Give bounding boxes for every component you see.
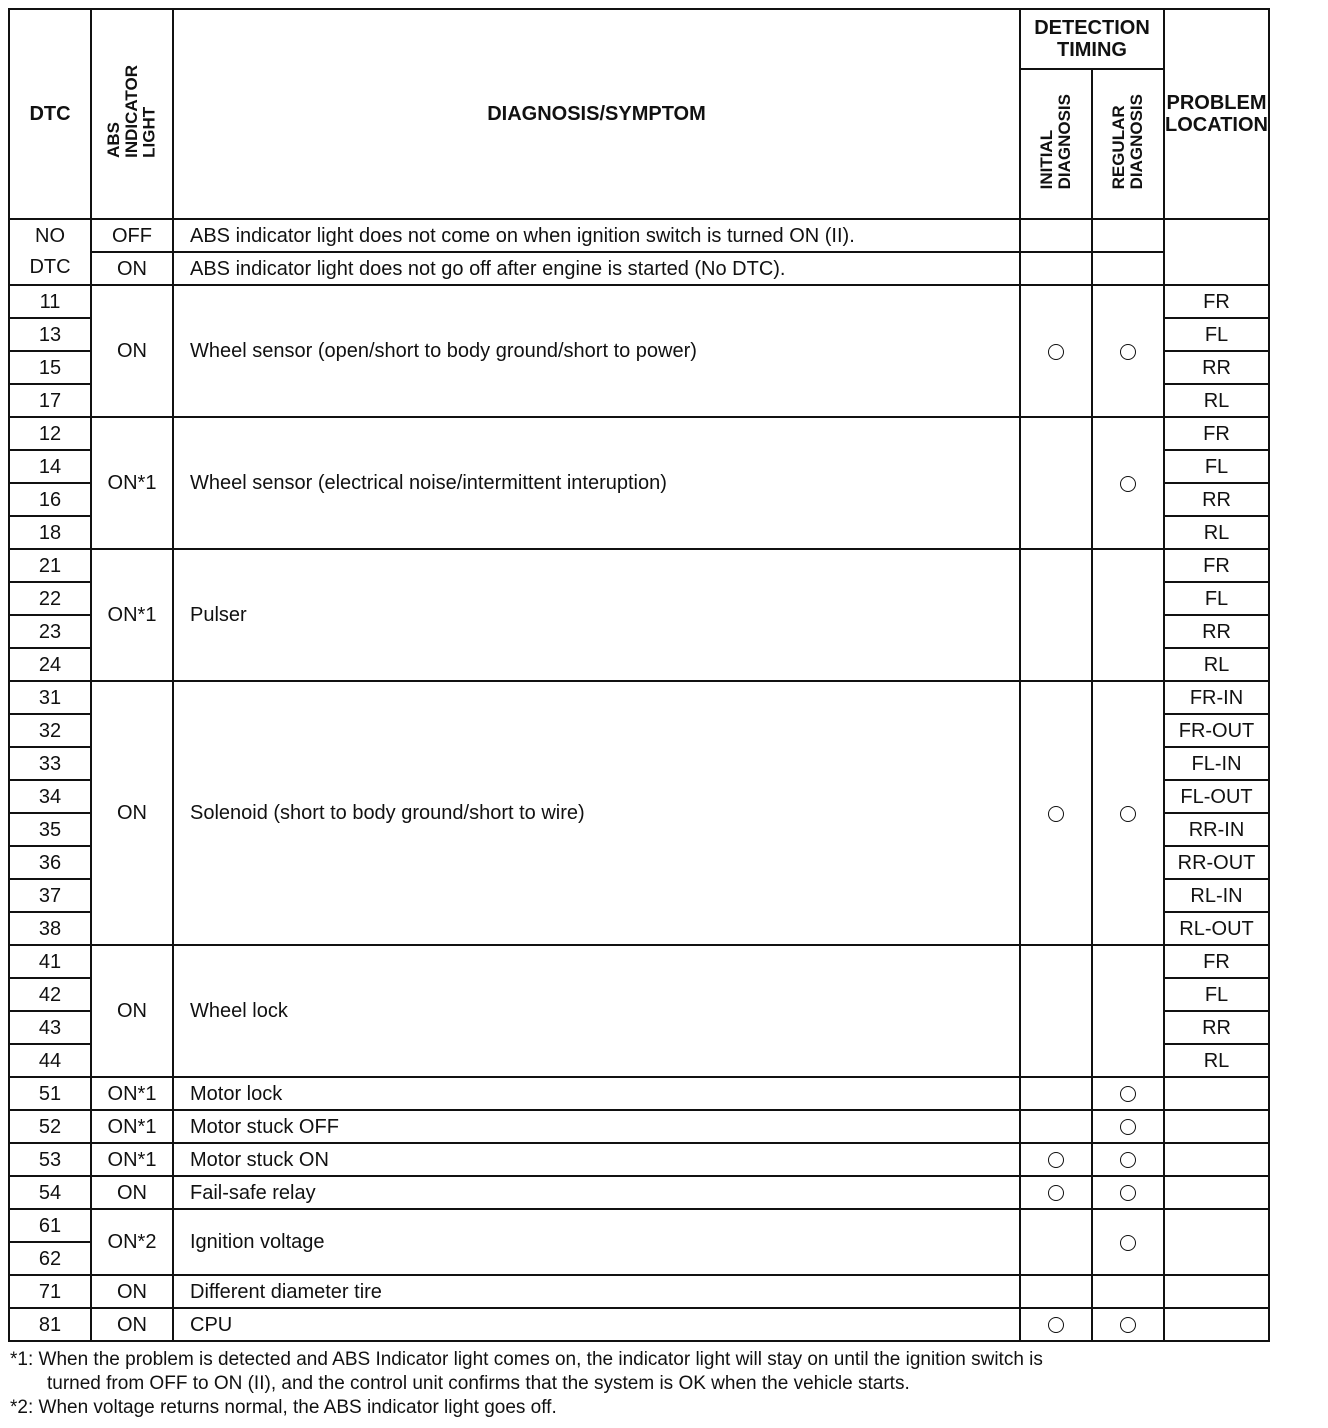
dtc-code-cell: 33 — [9, 747, 91, 780]
detection-mark — [1120, 1235, 1136, 1251]
footnote-1-line-2: turned from OFF to ON (II), and the control unit confirms that the system is OK when the vehicle starts. — [47, 1373, 910, 1394]
indicator-cell: ON — [91, 681, 173, 945]
dtc-code-cell: 12 — [9, 417, 91, 450]
footnote-2: *2: When voltage returns normal, the ABS indicator light goes off. — [10, 1397, 557, 1418]
regular-diagnosis-cell — [1092, 1209, 1164, 1275]
indicator-cell: ON*1 — [91, 1077, 173, 1110]
problem-location-cell: RL — [1164, 516, 1269, 549]
diagnosis-cell: CPU — [173, 1308, 1020, 1341]
header-indicator — [91, 9, 173, 219]
problem-location-cell: FR — [1164, 549, 1269, 582]
dtc-table — [8, 8, 1270, 1342]
problem-location-cell — [1164, 1308, 1269, 1341]
initial-diagnosis-cell — [1020, 1308, 1092, 1341]
dtc-code-cell: 54 — [9, 1176, 91, 1209]
dtc-code-cell: 37 — [9, 879, 91, 912]
header-initial — [1020, 69, 1092, 219]
regular-diagnosis-cell — [1092, 1077, 1164, 1110]
problem-location-cell: RL-IN — [1164, 879, 1269, 912]
dtc-code-cell: 52 — [9, 1110, 91, 1143]
diagnosis-cell: Ignition voltage — [173, 1209, 1020, 1275]
detection-mark — [1048, 1317, 1064, 1333]
detection-mark — [1048, 344, 1064, 360]
diagnosis-cell: ABS indicator light does not go off after engine is started (No DTC). — [173, 252, 1020, 285]
dtc-code-cell: 43 — [9, 1011, 91, 1044]
dtc-code-cell: 38 — [9, 912, 91, 945]
header-problem-location: PROBLEM LOCATION — [1164, 9, 1269, 219]
indicator-cell: ON — [91, 1275, 173, 1308]
table-row — [9, 945, 1269, 978]
regular-diagnosis-cell — [1092, 1110, 1164, 1143]
initial-diagnosis-cell — [1020, 1275, 1092, 1308]
dtc-code-cell: 71 — [9, 1275, 91, 1308]
indicator-cell: ON — [91, 285, 173, 417]
table-row — [9, 1209, 1269, 1242]
detection-mark — [1120, 476, 1136, 492]
detection-mark — [1048, 1185, 1064, 1201]
detection-mark — [1120, 1086, 1136, 1102]
table-row — [9, 1176, 1269, 1209]
problem-location-cell — [1164, 1077, 1269, 1110]
dtc-code-cell: 15 — [9, 351, 91, 384]
dtc-code-cell: 17 — [9, 384, 91, 417]
indicator-cell: ON*1 — [91, 1110, 173, 1143]
regular-diagnosis-cell — [1092, 252, 1164, 285]
problem-location-cell: RR — [1164, 615, 1269, 648]
initial-diagnosis-cell — [1020, 549, 1092, 681]
no-dtc-label-1: NO — [35, 225, 65, 247]
header-indicator-text: ABS INDICATOR LIGHT — [104, 65, 159, 158]
dtc-code-cell: 34 — [9, 780, 91, 813]
dtc-code-cell: 14 — [9, 450, 91, 483]
indicator-cell: ON*1 — [91, 417, 173, 549]
regular-diagnosis-cell — [1092, 285, 1164, 417]
detection-mark — [1120, 1152, 1136, 1168]
problem-location-cell: FR — [1164, 945, 1269, 978]
initial-diagnosis-cell — [1020, 1077, 1092, 1110]
dtc-code-cell: 44 — [9, 1044, 91, 1077]
diagnosis-cell: Solenoid (short to body ground/short to wire) — [173, 681, 1020, 945]
no-dtc-cell — [9, 219, 91, 285]
header-dtc: DTC — [9, 9, 91, 219]
problem-location-cell — [1164, 219, 1269, 285]
table-row — [9, 252, 1269, 285]
problem-location-cell — [1164, 1143, 1269, 1176]
header-initial-text: INITIAL DIAGNOSIS — [1037, 93, 1074, 190]
regular-diagnosis-cell — [1092, 1143, 1164, 1176]
problem-location-cell: FL — [1164, 450, 1269, 483]
header-detection-timing: DETECTION TIMING — [1020, 9, 1164, 69]
regular-diagnosis-cell — [1092, 549, 1164, 681]
problem-location-cell: FR-OUT — [1164, 714, 1269, 747]
header-diagnosis: DIAGNOSIS/SYMPTOM — [173, 9, 1020, 219]
regular-diagnosis-cell — [1092, 1176, 1164, 1209]
problem-location-cell — [1164, 1275, 1269, 1308]
indicator-cell: ON*1 — [91, 549, 173, 681]
problem-location-cell: FL — [1164, 318, 1269, 351]
footnote-1-line-1: *1: When the problem is detected and ABS Indicator light comes on, the indicator light will stay on until the ignition switch is — [10, 1349, 1043, 1370]
problem-location-cell: FR-IN — [1164, 681, 1269, 714]
initial-diagnosis-cell — [1020, 1143, 1092, 1176]
dtc-code-cell: 21 — [9, 549, 91, 582]
dtc-code-cell: 42 — [9, 978, 91, 1011]
initial-diagnosis-cell — [1020, 1209, 1092, 1275]
problem-location-cell: RR — [1164, 483, 1269, 516]
dtc-code-cell: 13 — [9, 318, 91, 351]
initial-diagnosis-cell — [1020, 285, 1092, 417]
detection-mark — [1120, 806, 1136, 822]
indicator-cell: ON — [91, 1308, 173, 1341]
indicator-cell: ON — [91, 1176, 173, 1209]
initial-diagnosis-cell — [1020, 252, 1092, 285]
dtc-code-cell: 22 — [9, 582, 91, 615]
table-row — [9, 219, 1269, 252]
detection-mark — [1120, 344, 1136, 360]
detection-mark — [1048, 1152, 1064, 1168]
regular-diagnosis-cell — [1092, 417, 1164, 549]
regular-diagnosis-cell — [1092, 1275, 1164, 1308]
detection-mark — [1120, 1119, 1136, 1135]
indicator-cell: ON*2 — [91, 1209, 173, 1275]
dtc-code-cell: 41 — [9, 945, 91, 978]
problem-location-cell: FL — [1164, 978, 1269, 1011]
problem-location-cell — [1164, 1110, 1269, 1143]
problem-location-cell: FL-OUT — [1164, 780, 1269, 813]
diagnosis-cell: Pulser — [173, 549, 1020, 681]
diagnosis-cell: Motor stuck ON — [173, 1143, 1020, 1176]
regular-diagnosis-cell — [1092, 1308, 1164, 1341]
regular-diagnosis-cell — [1092, 219, 1164, 252]
diagnosis-cell: Wheel sensor (open/short to body ground/short to power) — [173, 285, 1020, 417]
diagnosis-cell: Wheel sensor (electrical noise/intermittent interuption) — [173, 417, 1020, 549]
problem-location-cell: FR — [1164, 417, 1269, 450]
dtc-code-cell: 36 — [9, 846, 91, 879]
indicator-cell: ON — [91, 252, 173, 285]
problem-location-cell: RL — [1164, 384, 1269, 417]
diagnosis-cell: Motor stuck OFF — [173, 1110, 1020, 1143]
problem-location-cell: RL — [1164, 648, 1269, 681]
table-row — [9, 1275, 1269, 1308]
diagnosis-cell: Wheel lock — [173, 945, 1020, 1077]
table-row — [9, 285, 1269, 318]
dtc-code-cell: 62 — [9, 1242, 91, 1275]
dtc-code-cell: 61 — [9, 1209, 91, 1242]
indicator-cell: OFF — [91, 219, 173, 252]
problem-location-cell: RR-OUT — [1164, 846, 1269, 879]
problem-location-cell: FL — [1164, 582, 1269, 615]
table-row — [9, 681, 1269, 714]
no-dtc-label-2: DTC — [29, 256, 71, 278]
initial-diagnosis-cell — [1020, 1110, 1092, 1143]
dtc-code-cell: 35 — [9, 813, 91, 846]
indicator-cell: ON — [91, 945, 173, 1077]
dtc-code-cell: 32 — [9, 714, 91, 747]
problem-location-cell: RR-IN — [1164, 813, 1269, 846]
indicator-cell: ON*1 — [91, 1143, 173, 1176]
dtc-code-cell: 18 — [9, 516, 91, 549]
detection-mark — [1120, 1185, 1136, 1201]
dtc-code-cell: 51 — [9, 1077, 91, 1110]
table-row — [9, 549, 1269, 582]
initial-diagnosis-cell — [1020, 1176, 1092, 1209]
detection-mark — [1120, 1317, 1136, 1333]
dtc-code-cell: 24 — [9, 648, 91, 681]
diagnosis-cell: ABS indicator light does not come on when ignition switch is turned ON (II). — [173, 219, 1020, 252]
initial-diagnosis-cell — [1020, 945, 1092, 1077]
problem-location-cell: RL-OUT — [1164, 912, 1269, 945]
dtc-code-cell: 53 — [9, 1143, 91, 1176]
initial-diagnosis-cell — [1020, 681, 1092, 945]
header-regular — [1092, 69, 1164, 219]
problem-location-cell — [1164, 1176, 1269, 1209]
footnotes — [10, 1348, 1322, 1420]
dtc-code-cell: 23 — [9, 615, 91, 648]
problem-location-cell — [1164, 1209, 1269, 1275]
table-row — [9, 1308, 1269, 1341]
dtc-code-cell: 16 — [9, 483, 91, 516]
problem-location-cell: RR — [1164, 351, 1269, 384]
table-row — [9, 1110, 1269, 1143]
table-row — [9, 417, 1269, 450]
initial-diagnosis-cell — [1020, 219, 1092, 252]
table-row — [9, 1077, 1269, 1110]
table-body — [9, 219, 1269, 1341]
header-regular-text: REGULAR DIAGNOSIS — [1109, 93, 1146, 190]
detection-mark — [1048, 806, 1064, 822]
regular-diagnosis-cell — [1092, 681, 1164, 945]
problem-location-cell: RL — [1164, 1044, 1269, 1077]
diagnosis-cell: Different diameter tire — [173, 1275, 1020, 1308]
problem-location-cell: RR — [1164, 1011, 1269, 1044]
dtc-code-cell: 31 — [9, 681, 91, 714]
dtc-code-cell: 11 — [9, 285, 91, 318]
diagnosis-cell: Fail-safe relay — [173, 1176, 1020, 1209]
problem-location-cell: FL-IN — [1164, 747, 1269, 780]
table-row — [9, 1143, 1269, 1176]
regular-diagnosis-cell — [1092, 945, 1164, 1077]
initial-diagnosis-cell — [1020, 417, 1092, 549]
problem-location-cell: FR — [1164, 285, 1269, 318]
diagnosis-cell: Motor lock — [173, 1077, 1020, 1110]
dtc-code-cell: 81 — [9, 1308, 91, 1341]
